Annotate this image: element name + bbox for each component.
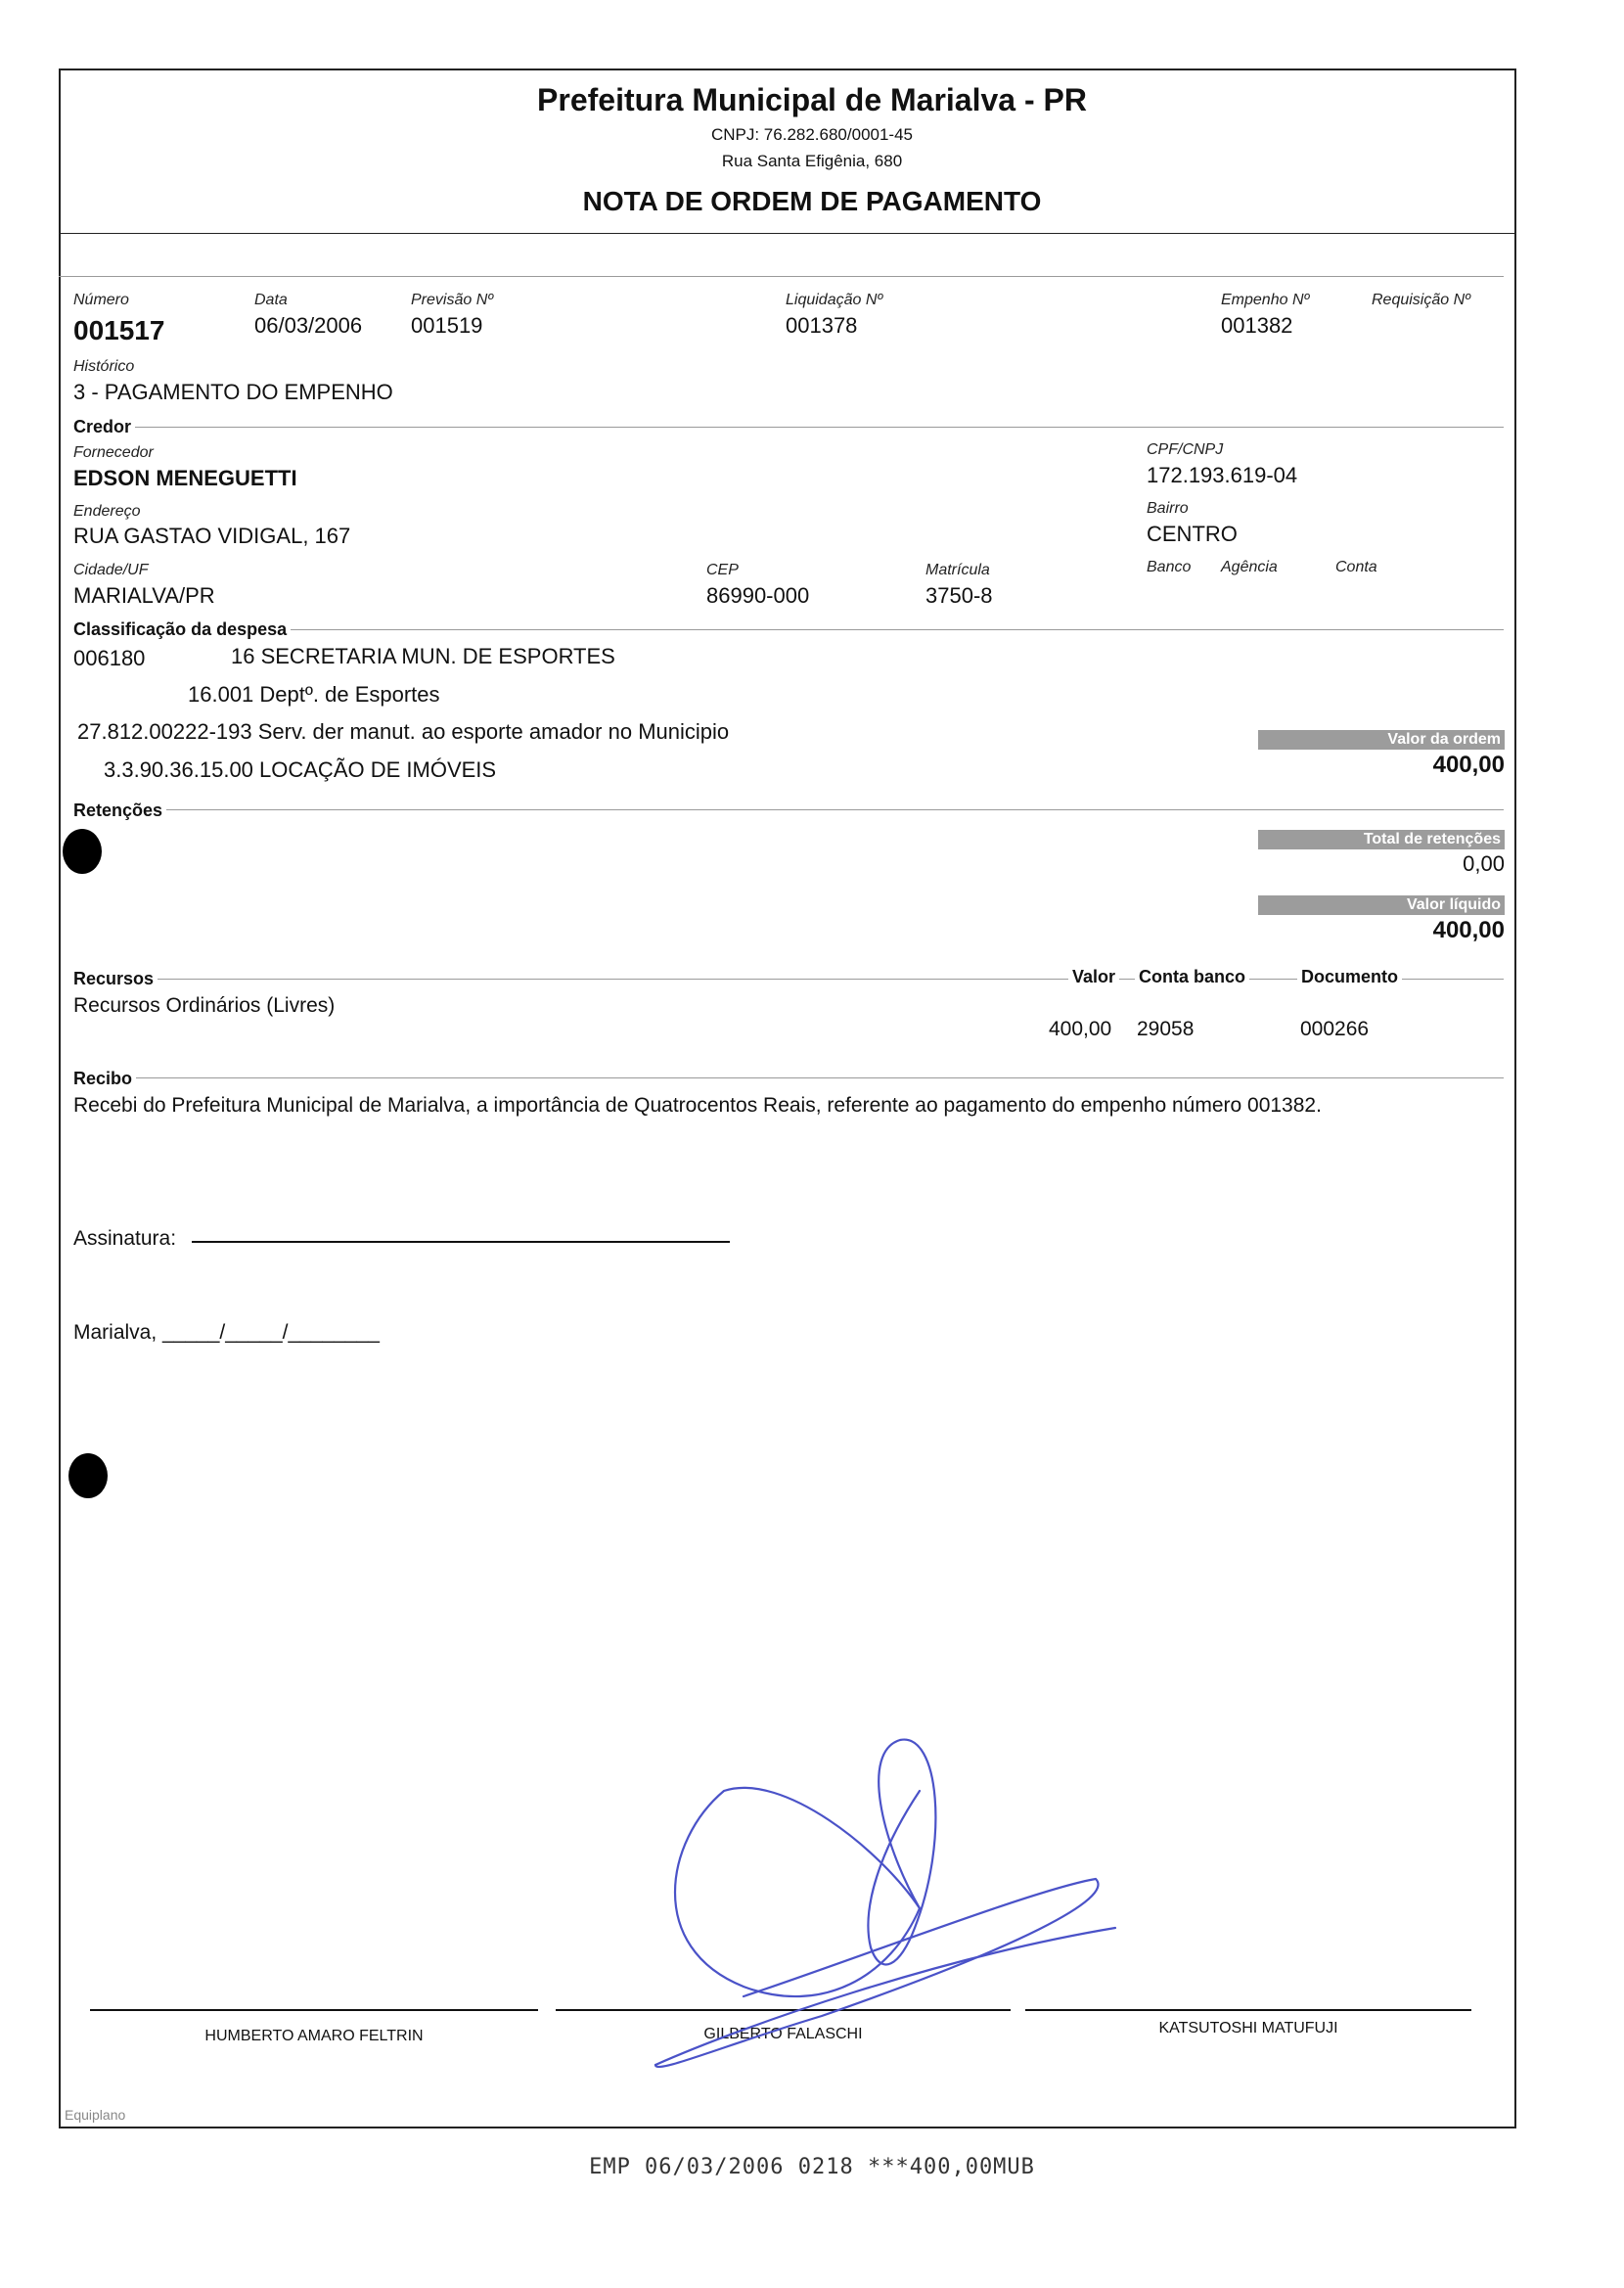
recibo-divider <box>73 1077 1504 1078</box>
numero-label: Número <box>73 292 129 308</box>
local-data-label: Marialva, _____/_____/________ <box>73 1321 380 1344</box>
bairro-value: CENTRO <box>1147 522 1238 546</box>
classificacao-funcional: 27.812.00222-193 Serv. der manut. ao esporte amador no Municipio <box>77 719 730 744</box>
numero-value: 001517 <box>73 315 165 345</box>
classificacao-section-label: Classificação da despesa <box>73 619 291 640</box>
assinatura-line <box>192 1241 730 1243</box>
empenho-label: Empenho Nº <box>1221 292 1310 308</box>
cpf-label: CPF/CNPJ <box>1147 441 1224 458</box>
recursos-divider <box>73 979 1504 980</box>
data-value: 06/03/2006 <box>254 313 363 338</box>
header-divider <box>59 233 1516 234</box>
endereco-value: RUA GASTAO VIDIGAL, 167 <box>73 524 351 548</box>
classificacao-orgao: 16 SECRETARIA MUN. DE ESPORTES <box>231 644 615 668</box>
cep-value: 86990-000 <box>706 583 810 608</box>
valor-liquido-value: 400,00 <box>1432 917 1505 943</box>
signatario-1: HUMBERTO AMARO FELTRIN <box>204 2028 424 2044</box>
header-address: Rua Santa Efigênia, 680 <box>721 152 903 170</box>
valor-liquido-bar: Valor líquido <box>1258 895 1505 915</box>
conta-label: Conta <box>1335 559 1377 575</box>
fornecedor-value: EDSON MENEGUETTI <box>73 466 297 490</box>
previsao-label: Previsão Nº <box>411 292 494 308</box>
punch-hole-mark <box>63 829 102 874</box>
recursos-valor: 400,00 <box>1049 1018 1112 1040</box>
banco-label: Banco <box>1147 559 1192 575</box>
cidade-label: Cidade/UF <box>73 562 149 578</box>
retencoes-section-label: Retenções <box>73 801 166 821</box>
empenho-value: 001382 <box>1221 313 1293 338</box>
historico-label: Histórico <box>73 358 135 375</box>
classificacao-unidade: 16.001 Deptº. de Esportes <box>188 682 440 707</box>
signatario-2: GILBERTO FALASCHI <box>703 2026 863 2042</box>
recursos-conta-label: Conta banco <box>1135 967 1249 987</box>
liquidacao-value: 001378 <box>786 313 858 338</box>
signature-line <box>90 2009 538 2011</box>
cpf-value: 172.193.619-04 <box>1147 463 1298 487</box>
valor-ordem-value: 400,00 <box>1432 752 1505 778</box>
handwritten-signature <box>626 1732 1135 2084</box>
bairro-label: Bairro <box>1147 500 1189 517</box>
document-title: NOTA DE ORDEM DE PAGAMENTO <box>582 186 1042 216</box>
recursos-conta-banco: 29058 <box>1137 1018 1195 1040</box>
requisicao-label: Requisição Nº <box>1372 292 1470 308</box>
recursos-documento-label: Documento <box>1297 967 1402 987</box>
valor-ordem-bar: Valor da ordem <box>1258 730 1505 750</box>
total-retencoes-value: 0,00 <box>1463 851 1505 876</box>
previsao-value: 001519 <box>411 313 483 338</box>
order-top-divider <box>59 276 1504 277</box>
matricula-label: Matrícula <box>925 562 990 578</box>
recursos-valor-label: Valor <box>1068 967 1119 987</box>
recursos-section-label: Recursos <box>73 969 158 989</box>
historico-value: 3 - PAGAMENTO DO EMPENHO <box>73 380 393 404</box>
classificacao-code: 006180 <box>73 646 146 670</box>
total-retencoes-bar: Total de retenções <box>1258 830 1505 849</box>
page-title: Prefeitura Municipal de Marialva - PR <box>537 82 1087 117</box>
recursos-descricao: Recursos Ordinários (Livres) <box>73 994 336 1017</box>
assinatura-label: Assinatura: <box>73 1227 177 1250</box>
fornecedor-label: Fornecedor <box>73 444 154 461</box>
credor-divider <box>73 427 1504 428</box>
recibo-section-label: Recibo <box>73 1069 136 1089</box>
matricula-value: 3750-8 <box>925 583 993 608</box>
cidade-value: MARIALVA/PR <box>73 583 215 608</box>
endereco-label: Endereço <box>73 503 141 520</box>
credor-section-label: Credor <box>73 417 135 437</box>
agencia-label: Agência <box>1221 559 1278 575</box>
stamp-text: EMP 06/03/2006 0218 ***400,00MUB <box>589 2155 1035 2179</box>
liquidacao-label: Liquidação Nº <box>786 292 883 308</box>
recibo-text: Recebi do Prefeitura Municipal de Marialva, a importância de Quatrocentos Reais, referente ao pagamento do empenho número 001382. <box>73 1094 1322 1117</box>
data-label: Data <box>254 292 288 308</box>
classificacao-elemento: 3.3.90.36.15.00 LOCAÇÃO DE IMÓVEIS <box>104 757 497 782</box>
recursos-documento: 000266 <box>1300 1018 1370 1040</box>
signatario-3: KATSUTOSHI MATUFUJI <box>1158 2020 1338 2036</box>
header-cnpj: CNPJ: 76.282.680/0001-45 <box>710 125 914 144</box>
punch-hole-mark <box>68 1453 108 1498</box>
retencoes-divider <box>73 809 1504 810</box>
software-label: Equiplano <box>65 2107 126 2123</box>
cep-label: CEP <box>706 562 739 578</box>
